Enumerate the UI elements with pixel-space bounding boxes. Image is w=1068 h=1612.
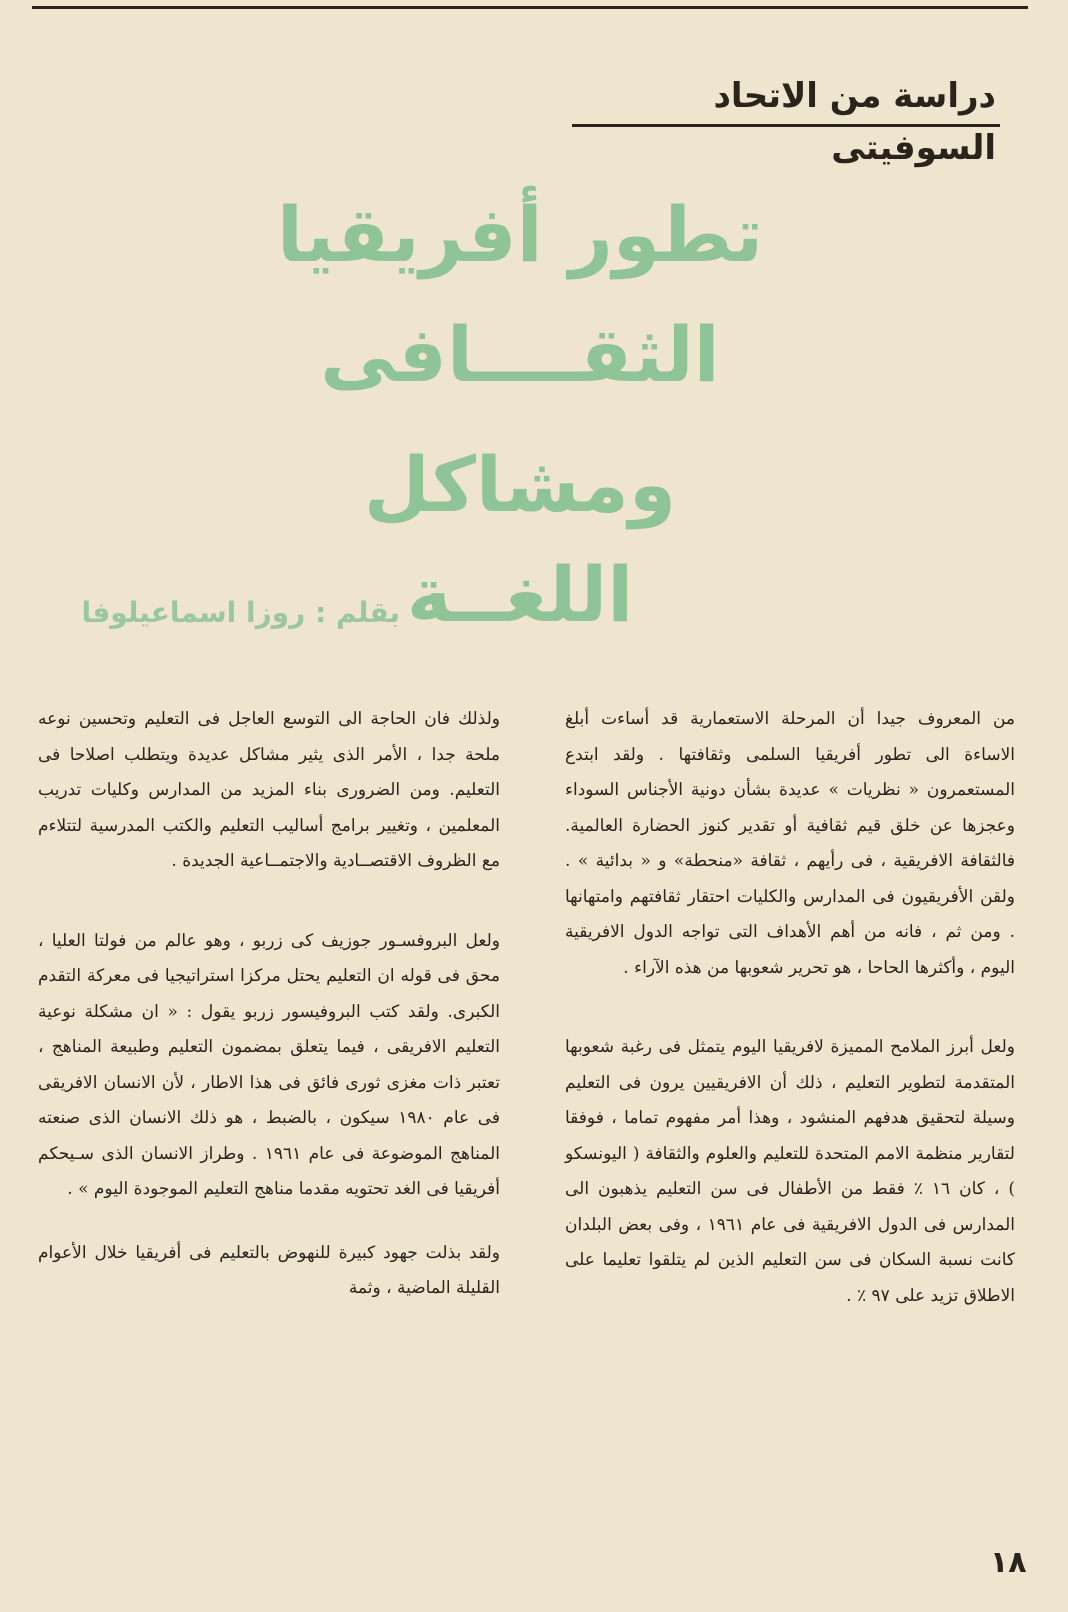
byline: بقلم : روزا اسماعيلوفا — [81, 596, 400, 629]
section-label: دراسة من الاتحاد السوفيتى — [713, 76, 996, 168]
right-column — [565, 702, 1015, 1314]
section-underline — [572, 124, 1000, 127]
paragraph: ولعل البروفسـور جوزيف كى زربو ، وهو عالم من فولتا العليا ، محق فى قوله ان التعليم يحتل مركزا استراتيجيا فى معركة التقدم الكبرى. ولقد كتب البروفيسور زربو يقول : « ان مشكلة نوعية التعليم الافريقى ، فيما يتعلق بمضمون التعليم وطبيعة المناهج ، تعتبر ذات مغزى ثورى فائق فى هذا الاطار ، لأن الانسان الافريقى فى عام ١٩٨٠ سيكون ، بالضبط ، هو ذلك الانسان الذى صنعته المناهج الموضوعة فى عام ١٩٦١ . وطراز الانسان الذى سـيحكم أفريقيا فى الغد تحتويه مقدما مناهج التعليم الموجودة اليوم » . — [38, 930, 501, 1199]
page-number: ١٨ — [990, 1545, 1027, 1580]
paragraph: من المعروف جيدا أن المرحلة الاستعمارية قد أساءت أبلغ الاساءة الى تطور أفريقيا السلمى وثقافتها . ولقد ابتدع المستعمرون « نظريات » عديدة بشأن دونية الأجناس السوداء وعجزها عن خلق قيم ثقافية أو تقدير كنوز الحضارة العالمية. فالثقافة الافريقية ، فى رأيهم ، ثقافة «منحطة» و « بدائية » . ولقن الأفريقيون فى المدارس والكليات احتقار ثقافتهم وامتهانها . ومن ثم ، فانه من أهم الأهداف التى تواجه الدول الافريقية اليوم ، وأكثرها الحاحا ، هو تحرير شعوبها من هذه الآراء . — [565, 709, 1015, 978]
title-line-1: تطور أفريقيا — [276, 190, 764, 279]
title-line-3: ومشاكل اللغــة — [363, 440, 677, 639]
left-column — [38, 702, 500, 1307]
title-line-2: الثقــــافى — [320, 310, 720, 399]
paragraph: ولذلك فان الحاجة الى التوسع العاجل فى التعليم وتحسين نوعه ملحة جدا ، الأمر الذى يثير مشاكل عديدة ويتطلب اصلاحا فى التعليم. ومن الضرورى بناء المزيد من المدارس وكليات تدريب المعلمين ، وتغيير برامج أساليب التعليم والكتب المدرسية لتتلاءم مع الظروف الاقتصــادية والاجتمــاعية الجديدة . — [38, 709, 500, 871]
paragraph: ولقد بذلت جهود كبيرة للنهوض بالتعليم فى أفريقيا خلال الأعوام القليلة الماضية ، وثمة — [38, 1242, 500, 1298]
paragraph: ولعل أبرز الملامح المميزة لافريقيا اليوم يتمثل فى رغبة شعوبها المتقدمة لتطوير التعليم ، ذلك أن الافريقيين يرون فى التعليم وسيلة لتحقيق هدفهم المنشود ، وهذا أمر مفهوم تماما ، فوفقا لتقارير منظمة الامم المتحدة للتعليم والعلوم والثقافة ( اليونسكو ) ، كان ١٦ ٪ فقط من الأطفال فى سن التعليم يذهبون الى المدارس فى الدول الافريقية فى عام ١٩٦١ ، وفى بعض البلدان كانت نسبة السكان فى سن التعليم الذين لم يتلقوا تعليما على الاطلاق تزيد على ٩٧ ٪ . — [565, 1037, 1015, 1306]
top-rule — [32, 6, 1028, 9]
